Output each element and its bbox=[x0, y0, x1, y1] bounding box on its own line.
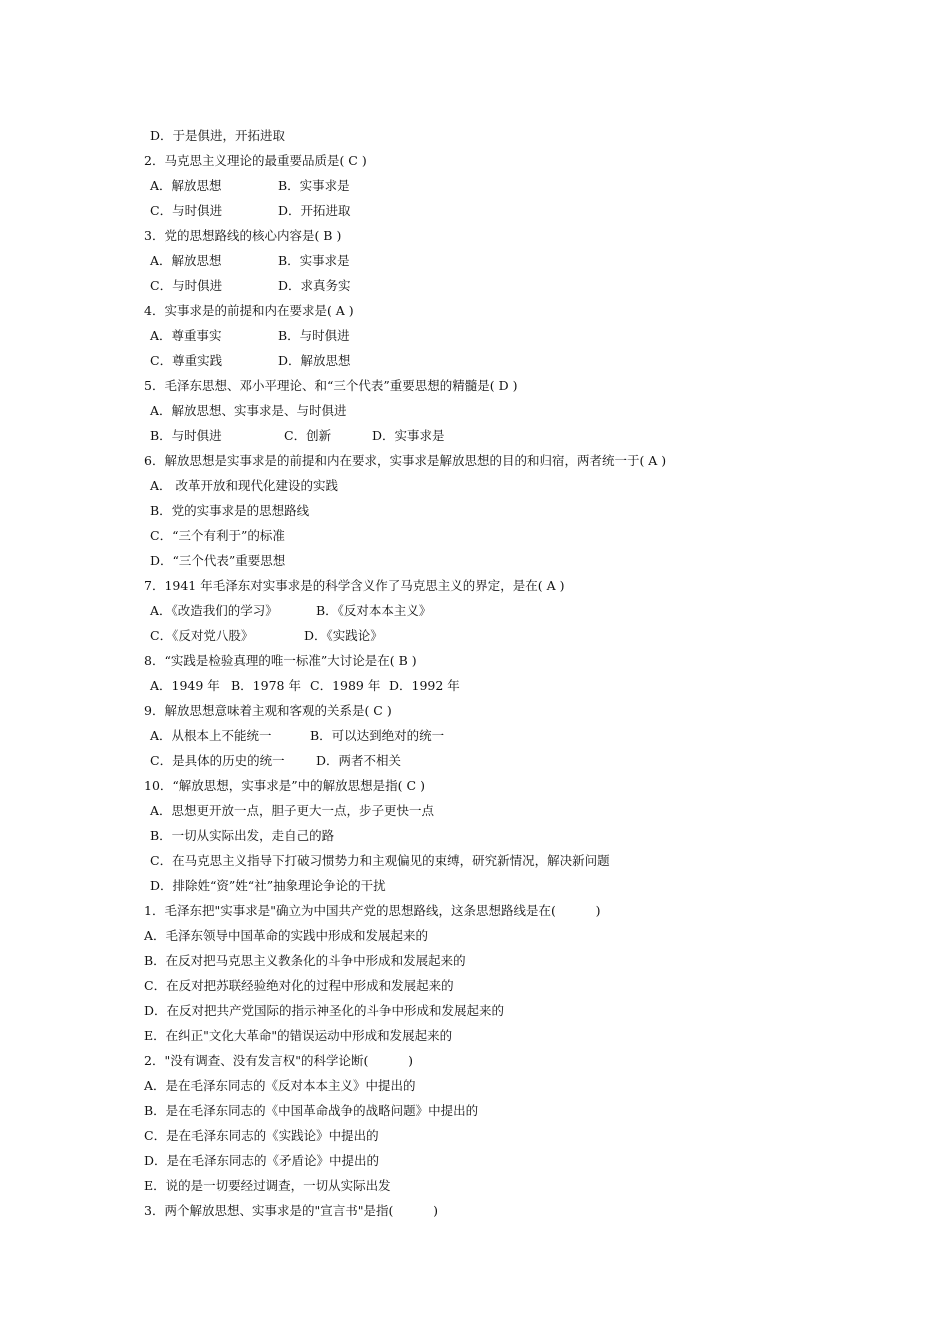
option-line: D．解放思想 bbox=[278, 353, 351, 368]
option-line: C．与时俱进 bbox=[150, 203, 223, 218]
option-line: A．1949 年 bbox=[150, 678, 220, 693]
option-line: C．在反对把苏联经验绝对化的过程中形成和发展起来的 bbox=[144, 978, 454, 993]
option-line: B．1978 年 bbox=[231, 678, 301, 693]
option-line: B．在反对把马克思主义教条化的斗争中形成和发展起来的 bbox=[144, 953, 466, 968]
option-line: C．尊重实践 bbox=[150, 353, 223, 368]
option-line: C．是在毛泽东同志的《实践论》中提出的 bbox=[144, 1128, 379, 1143]
option-line: C．创新 bbox=[284, 428, 332, 443]
option-line: C．1989 年 bbox=[310, 678, 381, 693]
option-line: C．《反对党八股》 bbox=[150, 628, 254, 643]
option-line: D．实事求是 bbox=[372, 428, 445, 443]
question-line: 2．马克思主义理论的最重要品质是( C ) bbox=[144, 153, 367, 168]
question-line: 1．毛泽东把"实事求是"确立为中国共产党的思想路线，这条思想路线是在( ) bbox=[144, 903, 601, 918]
question-line: 4．实事求是的前提和内在要求是( A ) bbox=[144, 303, 354, 318]
question-line: 3．党的思想路线的核心内容是( B ) bbox=[144, 228, 342, 243]
option-line: A．《改造我们的学习》 bbox=[150, 603, 278, 618]
option-line: D．“三个代表”重要思想 bbox=[150, 553, 286, 568]
option-line: B．党的实事求是的思想路线 bbox=[150, 503, 310, 518]
option-line: A．思想更开放一点，胆子更大一点，步子更快一点 bbox=[150, 803, 435, 818]
option-line: A．毛泽东领导中国革命的实践中形成和发展起来的 bbox=[144, 928, 429, 943]
option-line: A．解放思想、实事求是、与时俱进 bbox=[150, 403, 347, 418]
option-line: D．两者不相关 bbox=[316, 753, 402, 768]
option-line: C．“三个有利于”的标准 bbox=[150, 528, 285, 543]
option-line: E．在纠正"文化大革命"的错误运动中形成和发展起来的 bbox=[144, 1028, 453, 1043]
option-line: C．与时俱进 bbox=[150, 278, 223, 293]
option-line: D．是在毛泽东同志的《矛盾论》中提出的 bbox=[144, 1153, 380, 1168]
option-line: D．开拓进取 bbox=[278, 203, 351, 218]
option-line: D．《实践论》 bbox=[304, 628, 383, 643]
option-line: B．可以达到绝对的统一 bbox=[310, 728, 445, 743]
option-line: D．排除姓“资”姓“社”抽象理论争论的干扰 bbox=[150, 878, 386, 893]
question-line: 10．“解放思想，实事求是”中的解放思想是指( C ) bbox=[144, 778, 425, 793]
question-line: 3．两个解放思想、实事求是的"宣言书"是指( ) bbox=[144, 1203, 438, 1218]
option-line: D．在反对把共产党国际的指示神圣化的斗争中形成和发展起来的 bbox=[144, 1003, 505, 1018]
option-line: A． 改革开放和现代化建设的实践 bbox=[150, 478, 339, 493]
option-line: B．与时俱进 bbox=[278, 328, 350, 343]
option-line: B．《反对本本主义》 bbox=[316, 603, 432, 618]
option-line: A．是在毛泽东同志的《反对本本主义》中提出的 bbox=[144, 1078, 416, 1093]
question-line: 5．毛泽东思想、邓小平理论、和“三个代表”重要思想的精髓是( D ) bbox=[144, 378, 518, 393]
option-line: B．实事求是 bbox=[278, 253, 350, 268]
option-line: B．实事求是 bbox=[278, 178, 350, 193]
question-line: 9．解放思想意味着主观和客观的关系是( C ) bbox=[144, 703, 392, 718]
text-line: D．于是俱进，开拓进取 bbox=[150, 128, 286, 143]
option-line: B．与时俱进 bbox=[150, 428, 222, 443]
option-line: D．1992 年 bbox=[389, 678, 460, 693]
option-line: A．解放思想 bbox=[150, 253, 222, 268]
option-line: D．求真务实 bbox=[278, 278, 351, 293]
option-line: B．一切从实际出发，走自己的路 bbox=[150, 828, 335, 843]
question-line: 7．1941 年毛泽东对实事求是的科学含义作了马克思主义的界定，是在( A ) bbox=[144, 578, 565, 593]
option-line: A．尊重事实 bbox=[150, 328, 222, 343]
option-line: C．是具体的历史的统一 bbox=[150, 753, 285, 768]
option-line: A．解放思想 bbox=[150, 178, 222, 193]
option-line: A．从根本上不能统一 bbox=[150, 728, 272, 743]
question-line: 2．"没有调查、没有发言权"的科学论断( ) bbox=[144, 1053, 413, 1068]
question-line: 6．解放思想是实事求是的前提和内在要求，实事求是解放思想的目的和归宿，两者统一于( A ) bbox=[144, 453, 667, 468]
question-line: 8．“实践是检验真理的唯一标准”大讨论是在( B ) bbox=[144, 653, 417, 668]
option-line: C．在马克思主义指导下打破习惯势力和主观偏见的束缚，研究新情况，解决新问题 bbox=[150, 853, 610, 868]
option-line: E．说的是一切要经过调查，一切从实际出发 bbox=[144, 1178, 391, 1193]
option-line: B．是在毛泽东同志的《中国革命战争的战略问题》中提出的 bbox=[144, 1103, 479, 1118]
